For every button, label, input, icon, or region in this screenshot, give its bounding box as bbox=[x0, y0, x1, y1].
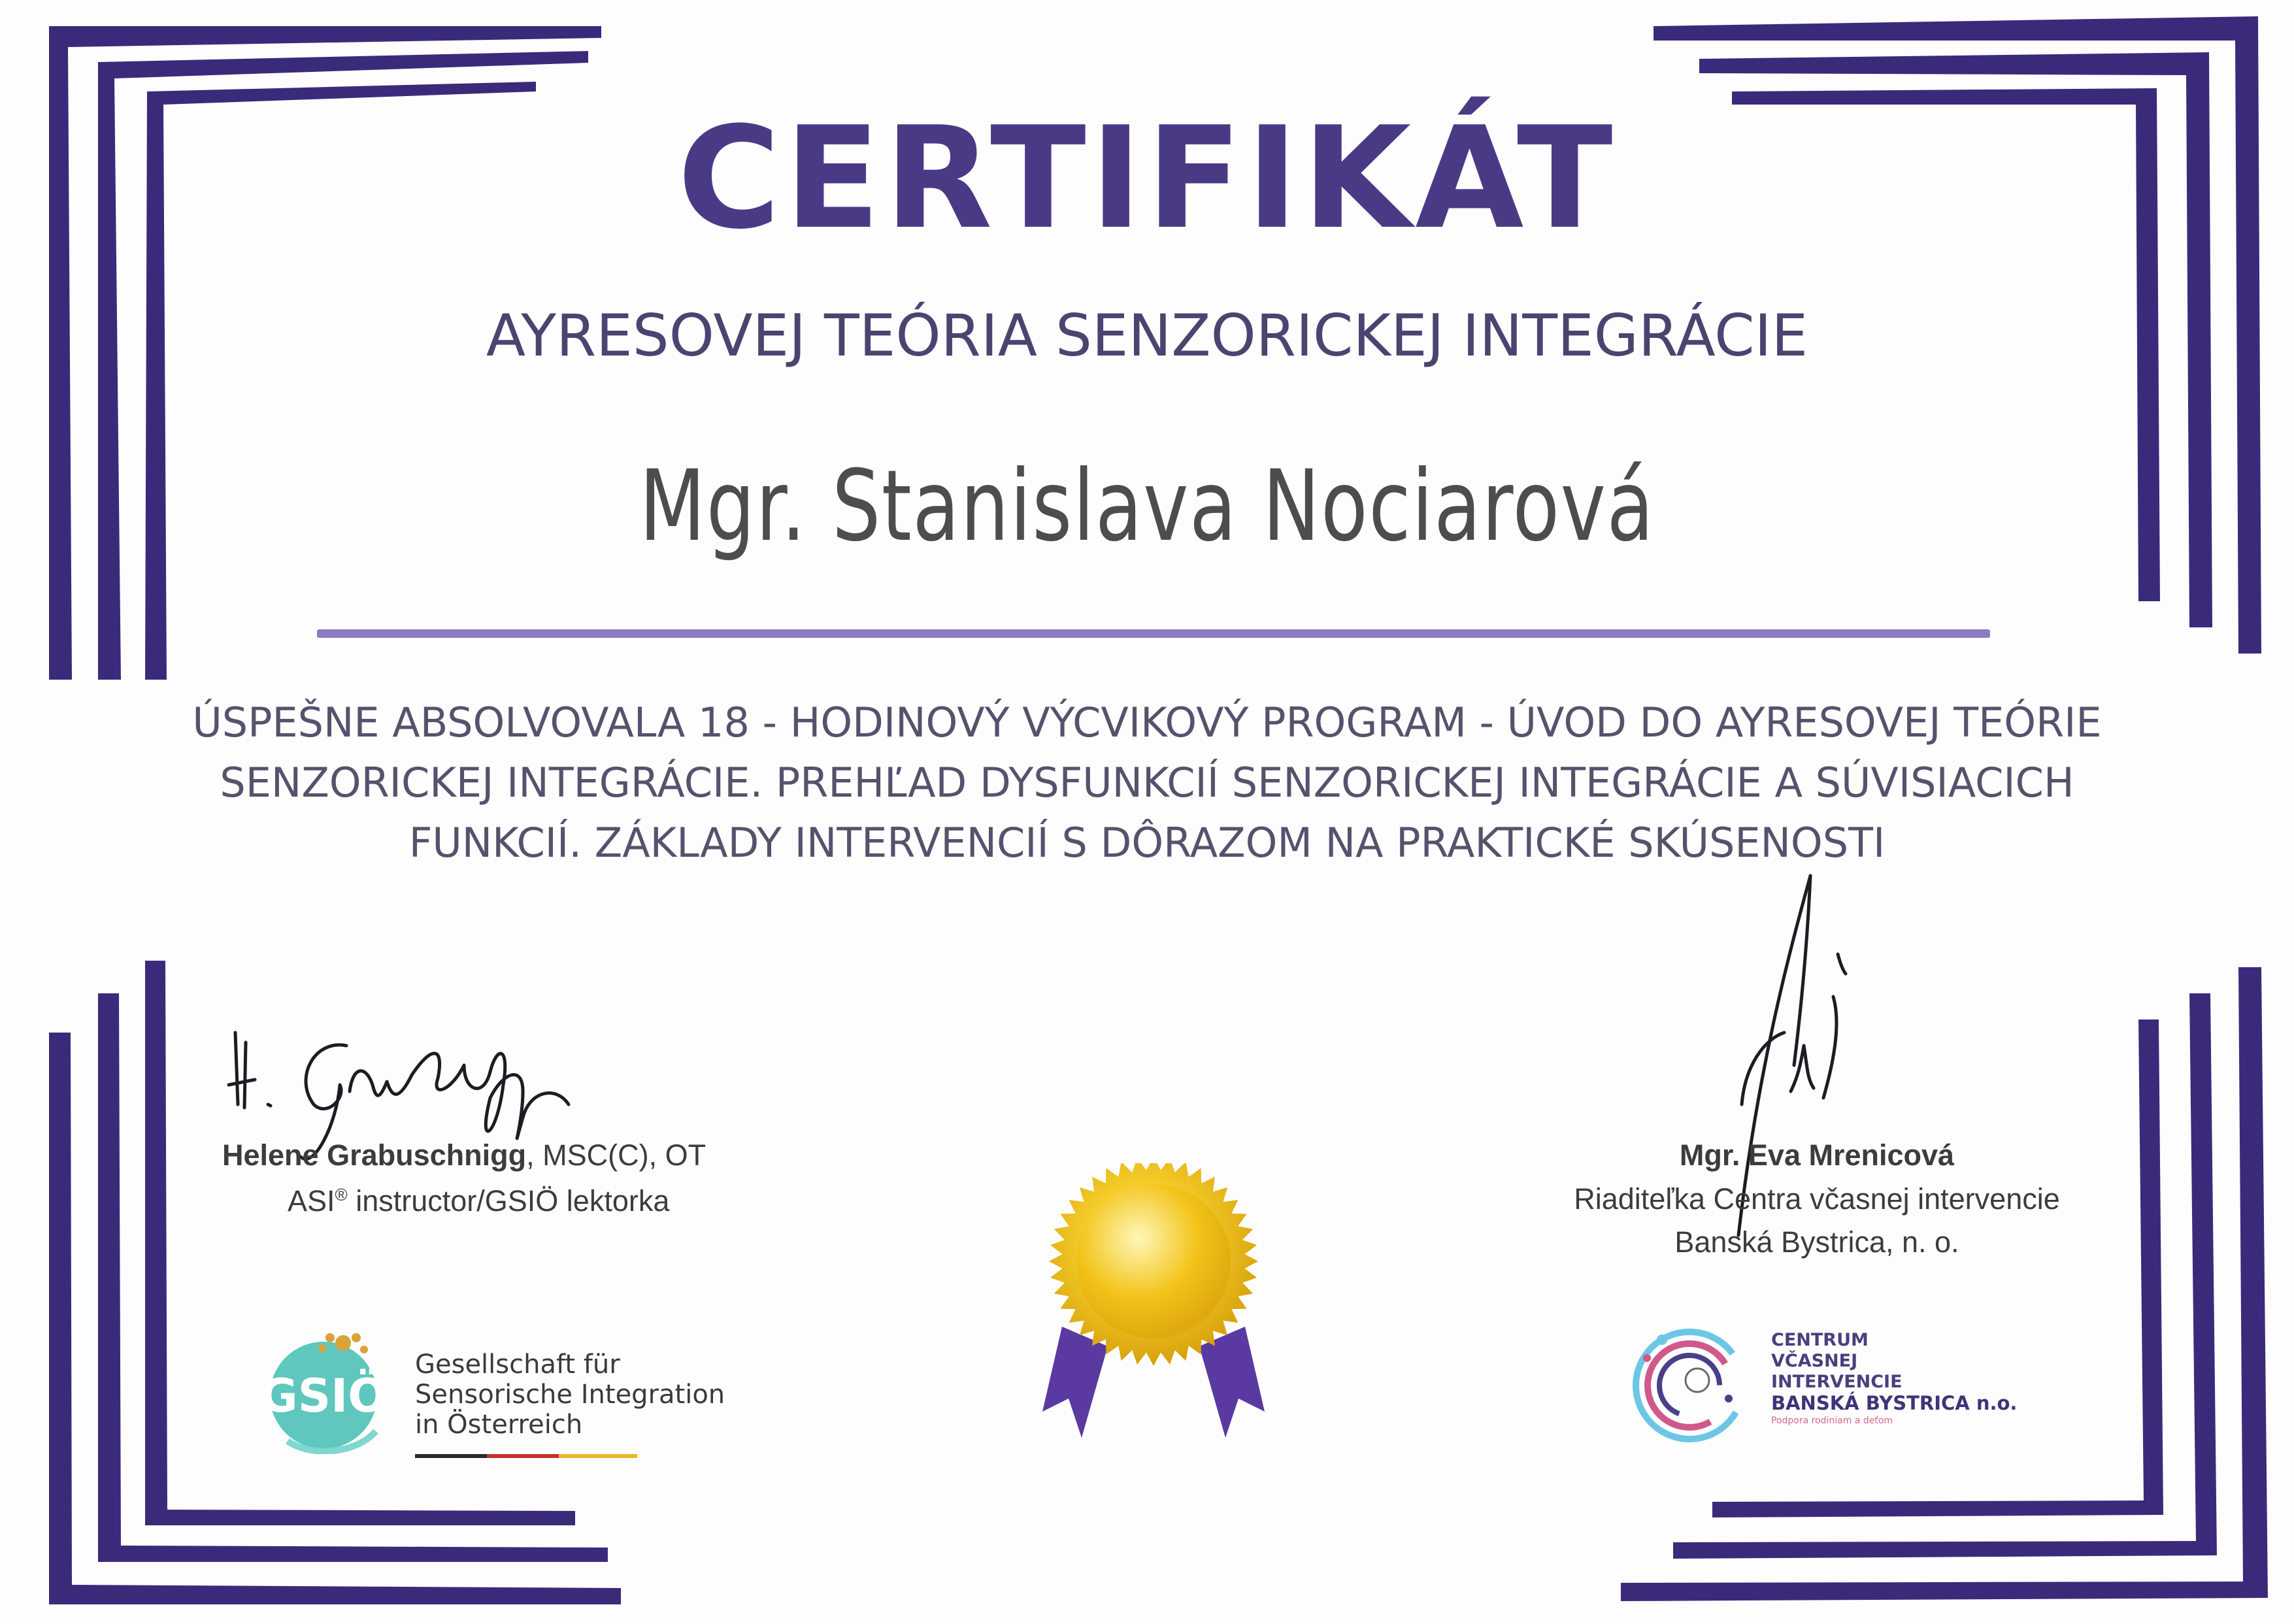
cvi-logo bbox=[1624, 1320, 1755, 1451]
left-role-rest: instructor/GSIÖ lektorka bbox=[347, 1184, 670, 1218]
left-signatory-name bbox=[222, 1140, 1006, 1170]
cvi-tagline: Podpora rodiniam a deťom bbox=[1771, 1416, 1893, 1426]
recipient-name: Mgr. Stanislava Nociarová bbox=[639, 450, 1655, 563]
description-line: SENZORICKEJ INTEGRÁCIE. PREHĽAD DYSFUNKCIÍ SENZORICKEJ INTEGRÁCIE A SÚVISIACICH bbox=[220, 759, 2074, 806]
description-line: FUNKCIÍ. ZÁKLADY INTERVENCIÍ S DÔRAZOM NA PRAKTICKÉ SKÚSENOSTI bbox=[408, 819, 1886, 867]
right-signatory-role: Riaditeľka Centra včasnej intervencie bbox=[1574, 1182, 2060, 1216]
cvi-line: CENTRUM bbox=[1771, 1330, 1869, 1350]
left-signatory-suffix: , MSC(C), OT bbox=[526, 1138, 706, 1172]
certificate-subtitle: AYRESOVEJ TEÓRIA SENZORICKEJ INTEGRÁCIE bbox=[486, 302, 1808, 369]
left-signatory-role bbox=[288, 1186, 941, 1216]
gsio-organization-name bbox=[415, 1350, 725, 1440]
description-line: ÚSPEŠNE ABSOLVOVALA 18 - HODINOVÝ VÝCVIKOVÝ PROGRAM - ÚVOD DO AYRESOVEJ TEÓRIE bbox=[192, 699, 2102, 746]
gsio-flag-stripe bbox=[415, 1454, 637, 1459]
cvi-line: INTERVENCIE bbox=[1771, 1372, 1903, 1392]
right-signatory-name: Mgr. Eva Mrenicová bbox=[1679, 1138, 1955, 1172]
gsio-logo-mark: GSIÖ bbox=[260, 1369, 387, 1423]
gsio-line: in Österreich bbox=[415, 1410, 583, 1440]
right-signatory-location: Banská Bystrica, n. o. bbox=[1674, 1225, 1959, 1259]
gsio-logo bbox=[258, 1323, 402, 1454]
left-role-prefix: ASI bbox=[288, 1184, 335, 1218]
gsio-line: Gesellschaft für bbox=[415, 1350, 620, 1380]
name-underline bbox=[317, 629, 1990, 638]
cvi-line: VČASNEJ bbox=[1771, 1351, 1858, 1371]
cvi-organization-name bbox=[1771, 1330, 2017, 1428]
cvi-line: BANSKÁ BYSTRICA n.o. bbox=[1771, 1392, 2018, 1414]
registered-mark: ® bbox=[335, 1185, 348, 1204]
gold-seal bbox=[1042, 1163, 1265, 1451]
program-description bbox=[118, 693, 2176, 873]
gsio-line: Sensorische Integration bbox=[415, 1380, 725, 1410]
certificate-title: CERTIFIKÁT bbox=[677, 96, 1617, 260]
left-signatory-name-text: Helene Grabuschnigg bbox=[222, 1138, 527, 1172]
